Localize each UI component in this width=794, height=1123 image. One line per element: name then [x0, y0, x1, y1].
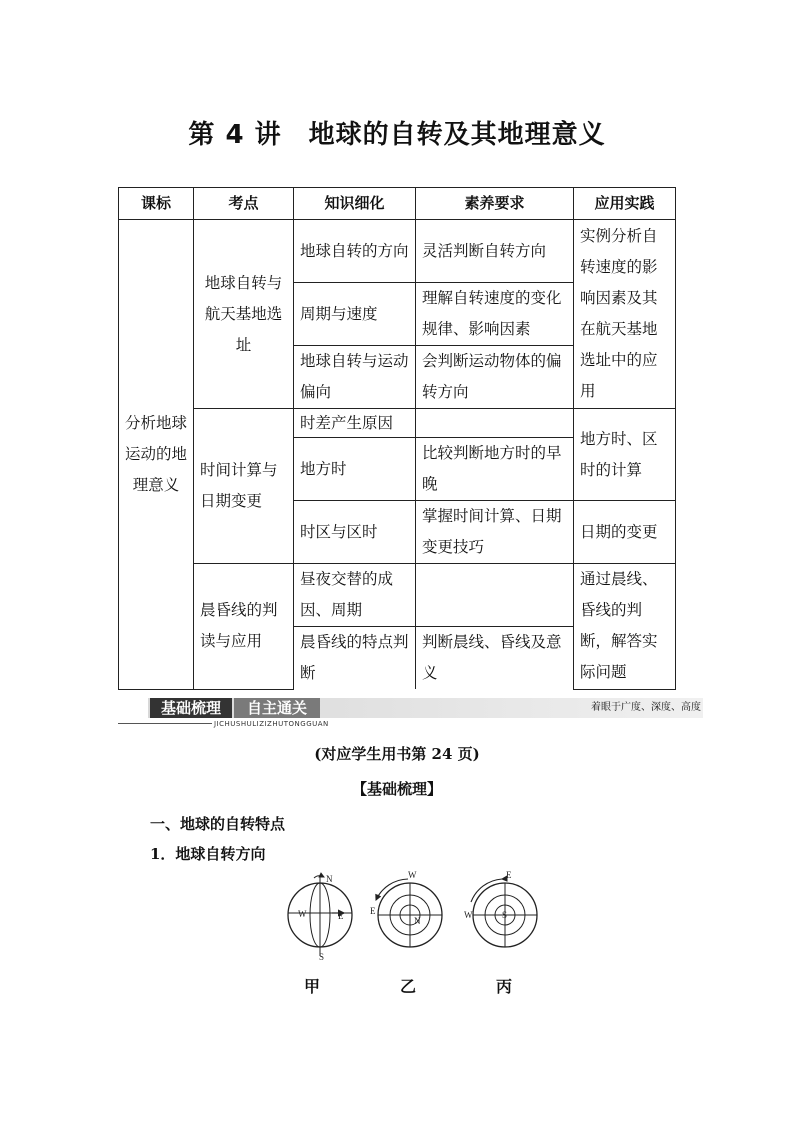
caption-yi: 乙 — [399, 977, 416, 996]
literacy-cell — [416, 409, 574, 438]
table-row — [119, 220, 676, 283]
section-banner — [118, 696, 707, 732]
topic-cell: 地球自转与航天基地选址 — [194, 220, 294, 409]
banner-slogan: 着眼于广度、深度、高度 — [591, 702, 701, 713]
table-row — [119, 409, 676, 438]
diagram-bing — [464, 870, 537, 947]
heading-level-2: 1．地球自转方向 — [150, 845, 266, 863]
header-standard: 课标 — [119, 188, 194, 220]
knowledge-cell: 地球自转的方向 — [294, 220, 416, 283]
table-row — [119, 564, 676, 627]
knowledge-cell: 时差产生原因 — [294, 409, 416, 438]
label-s: S — [319, 952, 325, 960]
literacy-cell: 比较判断地方时的早晚 — [416, 438, 574, 501]
label-e: E — [338, 911, 344, 921]
label-n: N — [414, 916, 421, 926]
literacy-cell: 会判断运动物体的偏转方向 — [416, 346, 574, 409]
literacy-cell: 灵活判断自转方向 — [416, 220, 574, 283]
banner-left-label: 基础梳理 — [150, 698, 232, 718]
knowledge-cell: 地方时 — [294, 438, 416, 501]
label-e: E — [506, 870, 512, 880]
knowledge-cell: 周期与速度 — [294, 283, 416, 346]
label-s: S — [502, 910, 508, 920]
caption-bing: 丙 — [495, 977, 512, 996]
knowledge-cell: 昼夜交替的成因、周期 — [294, 564, 416, 627]
header-application: 应用实践 — [574, 188, 676, 220]
label-n: N — [326, 874, 333, 884]
application-cell: 实例分析自转速度的影响因素及其在航天基地选址中的应用 — [574, 220, 676, 409]
header-literacy: 素养要求 — [416, 188, 574, 220]
caption-jia: 甲 — [303, 977, 320, 996]
label-w: W — [464, 910, 473, 920]
header-topic: 考点 — [194, 188, 294, 220]
table-header-row — [119, 188, 676, 220]
application-cell: 地方时、区时的计算 — [574, 409, 676, 501]
label-w: W — [408, 870, 417, 880]
knowledge-cell: 晨昏线的特点判断 — [294, 627, 416, 690]
banner-mid-label: 自主通关 — [234, 698, 320, 718]
knowledge-cell: 时区与区时 — [294, 501, 416, 564]
header-knowledge: 知识细化 — [294, 188, 416, 220]
literacy-cell: 判断晨线、昏线及意义 — [416, 627, 574, 690]
literacy-cell: 理解自转速度的变化规律、影响因素 — [416, 283, 574, 346]
banner-underline — [118, 723, 212, 724]
standard-cell: 分析地球运动的地理意义 — [119, 220, 194, 690]
literacy-cell: 掌握时间计算、日期变更技巧 — [416, 501, 574, 564]
heading-level-1: 一、地球的自转特点 — [150, 815, 286, 833]
application-cell: 日期的变更 — [574, 501, 676, 564]
section-label: 【基础梳理】 — [351, 780, 442, 798]
label-e: E — [370, 906, 376, 916]
course-outline-table — [118, 187, 676, 690]
knowledge-cell: 地球自转与运动偏向 — [294, 346, 416, 409]
topic-cell: 晨昏线的判读与应用 — [194, 564, 294, 690]
page-title: 第 4 讲 地球的自转及其地理意义 — [188, 120, 606, 150]
literacy-cell — [416, 564, 574, 627]
application-cell: 通过晨线、昏线的判断，解答实际问题 — [574, 564, 676, 690]
banner-pinyin: JICHUSHULIZIZHUTONGGUAN — [214, 720, 329, 728]
diagram-yi — [370, 870, 442, 947]
topic-cell: 时间计算与日期变更 — [194, 409, 294, 564]
diagram-jia — [288, 874, 352, 960]
textbook-page-reference: (对应学生用书第 24 页) — [314, 745, 480, 763]
rotation-direction-figure — [280, 870, 560, 960]
label-w: W — [298, 909, 307, 919]
